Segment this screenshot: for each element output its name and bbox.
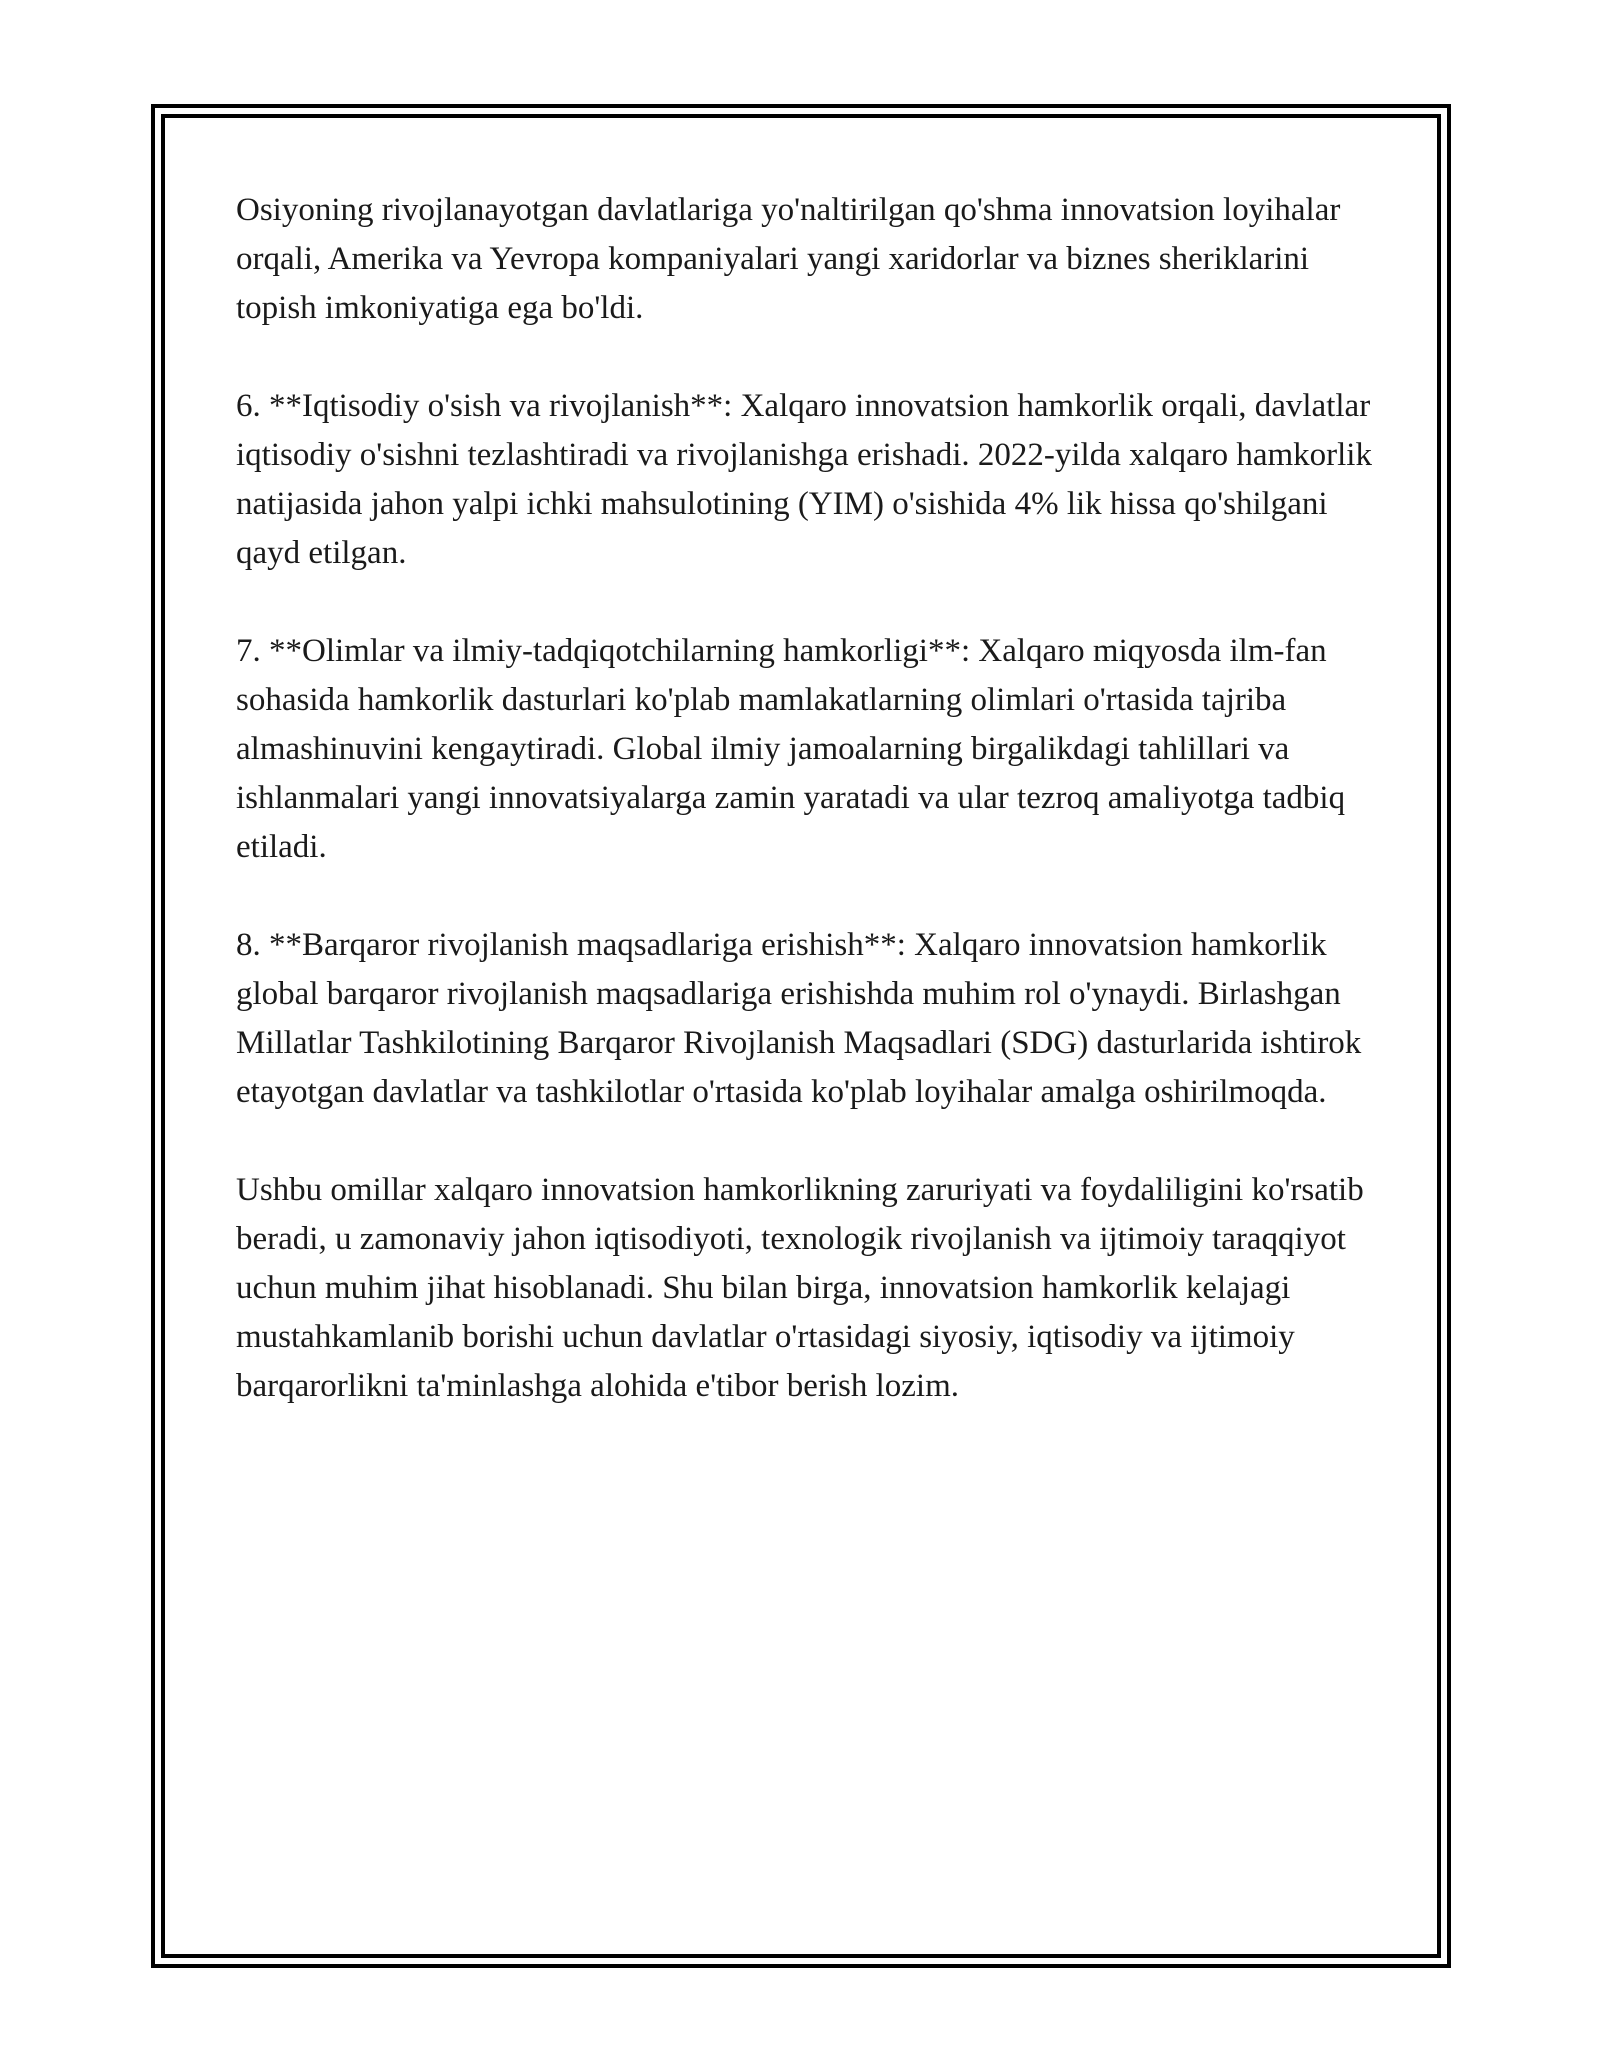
- paragraph-scientists-cooperation: 7. **Olimlar va ilmiy-tadqiqotchilarning hamkorligi**: Xalqaro miqyosda ilm-fan sohasida hamkorlik dasturlari ko'plab mamlakatlarning olimlari o'rtasida tajriba almashinuvini kengaytiradi. Global ilmiy jamoalarning birgalikdagi tahlillari va ishlanmalari yangi innovatsiyalarga zamin yaratadi va ular tezroq amaliyotga tadbiq etiladi.: [236, 633, 1346, 865]
- document-body: [236, 186, 1376, 1460]
- paragraph-intro: Osiyoning rivojlanayotgan davlatlariga yo'naltirilgan qo'shma innovatsion loyihalar orqali, Amerika va Yevropa kompaniyalari yangi xaridorlar va biznes sheriklarini topish imkoniyatiga ega bo'ldi.: [236, 192, 1341, 326]
- paragraph-conclusion: Ushbu omillar xalqaro innovatsion hamkorlikning zaruriyati va foydaliligini ko'rsatib beradi, u zamonaviy jahon iqtisodiyoti, texnologik rivojlanish va ijtimoiy taraqqiyot uchun muhim jihat hisoblanadi. Shu bilan birga, innovatsion hamkorlik kelajagi mustahkamlanib borishi uchun davlatlar o'rtasidagi siyosiy, iqtisodiy va ijtimoiy barqarorlikni ta'minlashga alohida e'tibor berish lozim.: [236, 1172, 1364, 1404]
- paragraph-economic-growth: 6. **Iqtisodiy o'sish va rivojlanish**: Xalqaro innovatsion hamkorlik orqali, davlatlar iqtisodiy o'sishni tezlashtiradi va rivojlanishga erishadi. 2022-yilda xalqaro hamkorlik natijasida jahon yalpi ichki mahsulotining (YIM) o'sishida 4% lik hissa qo'shilgani qayd etilgan.: [236, 388, 1372, 571]
- paragraph-sustainable-development: 8. **Barqaror rivojlanish maqsadlariga erishish**: Xalqaro innovatsion hamkorlik global barqaror rivojlanish maqsadlariga erishishda muhim rol o'ynaydi. Birlashgan Millatlar Tashkilotining Barqaror Rivojlanish Maqsadlari (SDG) dasturlarida ishtirok etayotgan davlatlar va tashkilotlar o'rtasida ko'plab loyihalar amalga oshirilmoqda.: [236, 927, 1362, 1110]
